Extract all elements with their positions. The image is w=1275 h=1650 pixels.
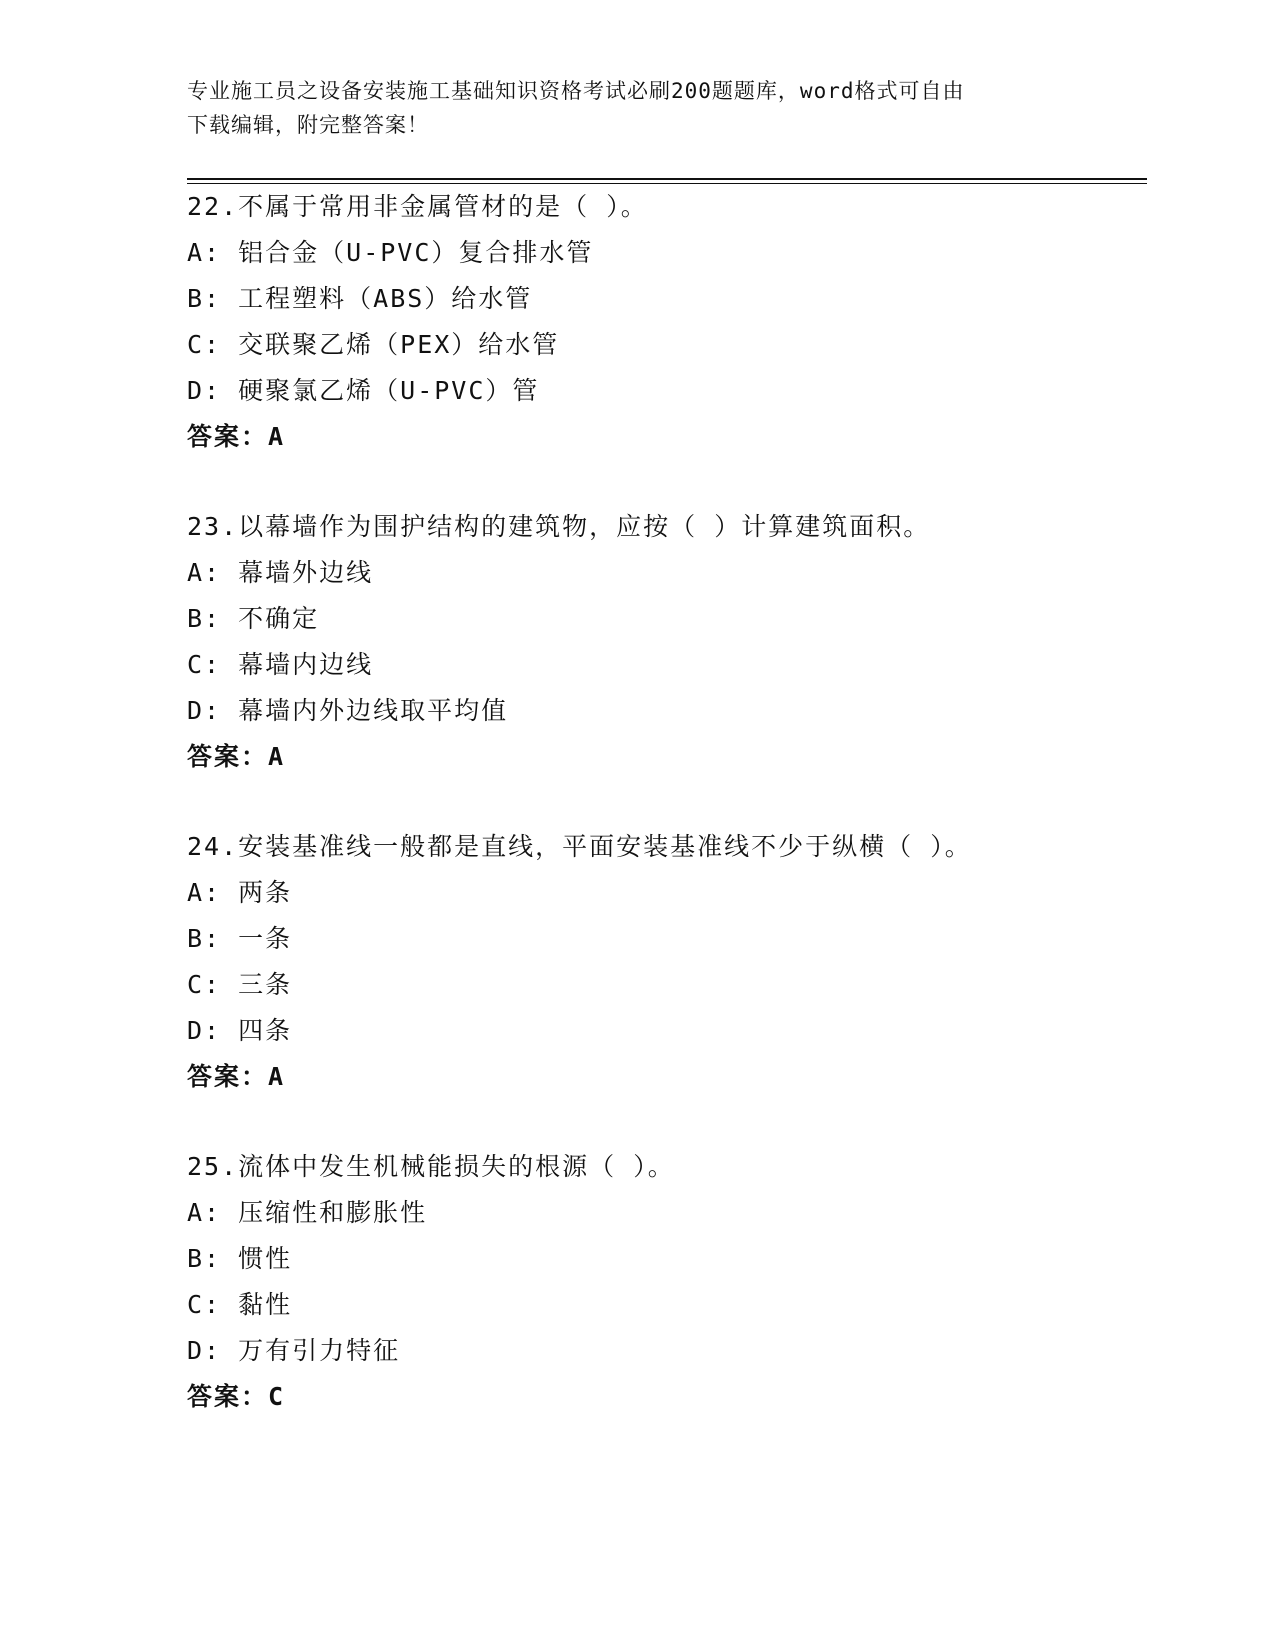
question-block — [187, 504, 1087, 780]
option-d: D: 幕墙内外边线取平均值 — [187, 696, 509, 725]
option-c: C: 幕墙内边线 — [187, 650, 374, 679]
option-d: D: 硬聚氯乙烯（U-PVC）管 — [187, 376, 540, 405]
question-block — [187, 1144, 1087, 1420]
option-b: B: 不确定 — [187, 604, 320, 633]
header-line-1: 专业施工员之设备安装施工基础知识资格考试必刷200题题库，word格式可自由 — [187, 79, 965, 103]
option-b: B: 惯性 — [187, 1244, 293, 1273]
question-stem: 22.不属于常用非金属管材的是（ ）。 — [187, 192, 648, 221]
question-stem: 25.流体中发生机械能损失的根源（ ）。 — [187, 1152, 675, 1181]
option-a: A: 幕墙外边线 — [187, 558, 374, 587]
option-d: D: 万有引力特征 — [187, 1336, 401, 1365]
answer-line: 答案：A — [187, 1062, 286, 1091]
option-a: A: 两条 — [187, 878, 293, 907]
header-line-2: 下载编辑，附完整答案！ — [187, 113, 429, 137]
option-b: B: 工程塑料（ABS）给水管 — [187, 284, 533, 313]
document-header — [187, 74, 1087, 142]
option-b: B: 一条 — [187, 924, 293, 953]
question-stem: 23.以幕墙作为围护结构的建筑物，应按（ ）计算建筑面积。 — [187, 512, 931, 541]
question-stem: 24.安装基准线一般都是直线，平面安装基准线不少于纵横（ ）。 — [187, 832, 972, 861]
option-c: C: 黏性 — [187, 1290, 293, 1319]
header-divider-thick — [187, 178, 1147, 180]
option-a: A: 铝合金（U-PVC）复合排水管 — [187, 238, 594, 267]
option-a: A: 压缩性和膨胀性 — [187, 1198, 428, 1227]
question-block — [187, 184, 1087, 460]
answer-line: 答案：A — [187, 422, 286, 451]
question-block — [187, 824, 1087, 1100]
option-c: C: 三条 — [187, 970, 293, 999]
answer-line: 答案：A — [187, 742, 286, 771]
answer-line: 答案：C — [187, 1382, 286, 1411]
option-c: C: 交联聚乙烯（PEX）给水管 — [187, 330, 560, 359]
option-d: D: 四条 — [187, 1016, 293, 1045]
